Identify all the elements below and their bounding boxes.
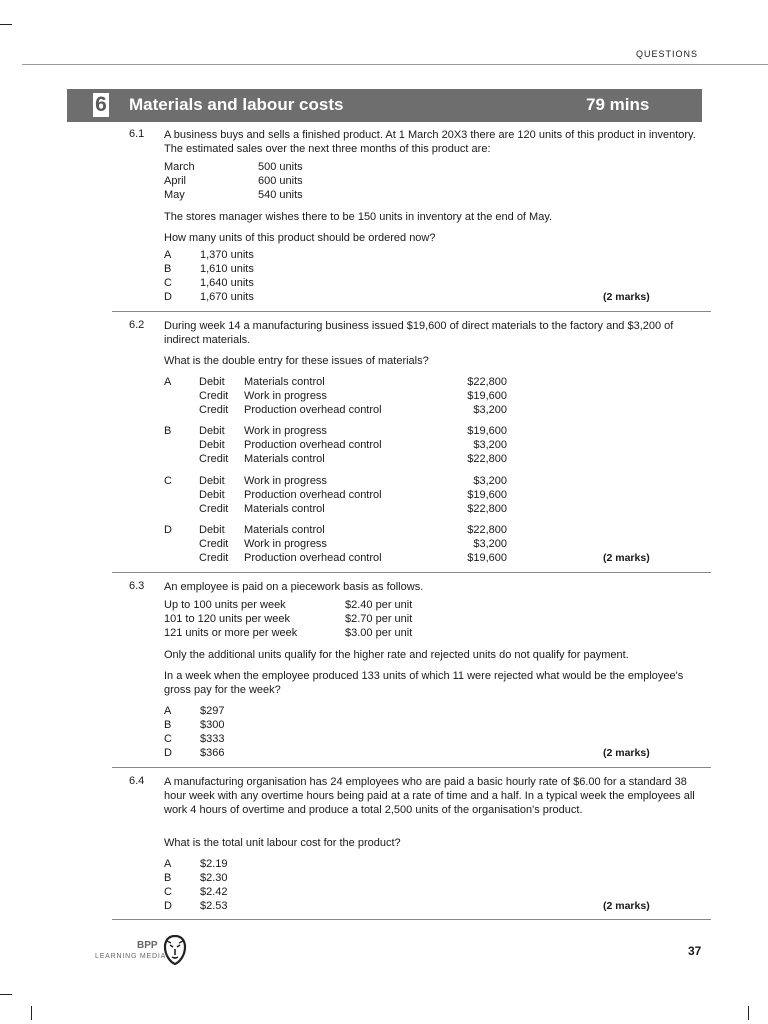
- crop-mark: [748, 1006, 749, 1020]
- option-value: $333: [200, 733, 225, 745]
- crop-mark: [0, 24, 12, 25]
- question-text: During week 14 a manufacturing business issued $19,600 of direct materials to the factory and $3,200 of indirect materials.: [164, 320, 674, 346]
- question-text: An employee is paid on a piecework basis as follows.: [164, 581, 424, 593]
- option-value: $2.53: [200, 900, 228, 912]
- header-rule: [22, 64, 768, 65]
- entry-side: Credit: [199, 453, 229, 465]
- option-value: 1,640 units: [200, 277, 254, 289]
- option-value: $300: [200, 719, 225, 731]
- question-divider: [112, 767, 711, 768]
- entry-amount: $19,600: [467, 425, 507, 437]
- option-value: $366: [200, 747, 225, 759]
- rate-value: $3.00 per unit: [345, 627, 413, 639]
- entry-amount: $22,800: [467, 503, 507, 515]
- entry-side: Debit: [199, 425, 225, 437]
- entry-amount: $3,200: [473, 404, 507, 416]
- entry-account: Production overhead control: [244, 404, 382, 416]
- question-prompt: What is the total unit labour cost for the product?: [164, 837, 401, 849]
- option-letter: B: [164, 263, 172, 275]
- entry-account: Materials control: [244, 453, 325, 465]
- page-number: 37: [688, 944, 702, 958]
- footer-brand: BPP: [137, 940, 158, 951]
- entry-side: Debit: [199, 439, 225, 451]
- entry-amount: $3,200: [473, 475, 507, 487]
- option-letter: A: [164, 249, 172, 261]
- sales-month: March: [164, 161, 195, 173]
- question-number: 6.1: [129, 128, 145, 140]
- lion-head-icon: [163, 935, 187, 968]
- option-value: 1,610 units: [200, 263, 254, 275]
- rate-band: 101 to 120 units per week: [164, 613, 290, 625]
- option-letter: C: [164, 733, 172, 745]
- entry-account: Production overhead control: [244, 552, 382, 564]
- entry-amount: $19,600: [467, 552, 507, 564]
- entry-account: Materials control: [244, 376, 325, 388]
- crop-mark: [0, 994, 12, 995]
- question-prompt: In a week when the employee produced 133 units of which 11 were rejected what would be the employee's gross pay for the week?: [164, 670, 684, 696]
- option-letter: B: [164, 872, 172, 884]
- option-letter: C: [164, 277, 172, 289]
- entry-side: Debit: [199, 524, 225, 536]
- chapter-heading-bar: [67, 89, 702, 122]
- entry-account: Work in progress: [244, 475, 327, 487]
- entry-account: Materials control: [244, 524, 325, 536]
- entry-amount: $19,600: [467, 390, 507, 402]
- option-letter: C: [164, 886, 172, 898]
- entry-amount: $3,200: [473, 538, 507, 550]
- question-prompt: What is the double entry for these issues of materials?: [164, 355, 429, 367]
- option-value: 1,370 units: [200, 249, 254, 261]
- entry-side: Debit: [199, 475, 225, 487]
- rate-band: 121 units or more per week: [164, 627, 298, 639]
- entry-amount: $19,600: [467, 489, 507, 501]
- entry-side: Credit: [199, 552, 229, 564]
- entry-side: Debit: [199, 489, 225, 501]
- chapter-title: Materials and labour costs: [129, 95, 344, 114]
- option-letter: B: [164, 425, 172, 437]
- entry-side: Credit: [199, 390, 229, 402]
- rate-band: Up to 100 units per week: [164, 599, 286, 611]
- marks-label: (2 marks): [603, 552, 650, 564]
- chapter-number: 6: [93, 93, 109, 117]
- sales-units: 500 units: [258, 161, 303, 173]
- entry-side: Debit: [199, 376, 225, 388]
- option-letter: A: [164, 858, 172, 870]
- footer-brand-subtitle: LEARNING MEDIA: [95, 953, 167, 960]
- option-value: $2.42: [200, 886, 228, 898]
- question-number: 6.4: [129, 775, 145, 787]
- marks-label: (2 marks): [603, 900, 650, 912]
- entry-side: Credit: [199, 404, 229, 416]
- entry-side: Credit: [199, 538, 229, 550]
- marks-label: (2 marks): [603, 291, 650, 303]
- option-letter: C: [164, 475, 172, 487]
- entry-account: Work in progress: [244, 538, 327, 550]
- option-letter: D: [164, 900, 172, 912]
- entry-account: Materials control: [244, 503, 325, 515]
- question-text: A manufacturing organisation has 24 employees who are paid a basic hourly rate of $6.00 for a standard 38 hour week with any overtime hours being paid at a rate of time and a half. In a typical week the employees all work 4 hours of overtime and produce a total 2,500 units of the organisation's product.: [164, 776, 695, 816]
- entry-amount: $22,800: [467, 524, 507, 536]
- entry-account: Work in progress: [244, 425, 327, 437]
- question-note: Only the additional units qualify for the higher rate and rejected units do not qualify for payment.: [164, 649, 629, 661]
- option-letter: D: [164, 747, 172, 759]
- entry-account: Production overhead control: [244, 489, 382, 501]
- option-value: $297: [200, 705, 225, 717]
- option-letter: A: [164, 376, 172, 388]
- question-number: 6.2: [129, 319, 145, 331]
- marks-label: (2 marks): [603, 747, 650, 759]
- entry-account: Production overhead control: [244, 439, 382, 451]
- question-note: The stores manager wishes there to be 150 units in inventory at the end of May.: [164, 211, 553, 223]
- question-divider: [112, 311, 711, 312]
- entry-account: Work in progress: [244, 390, 327, 402]
- sales-units: 600 units: [258, 175, 303, 187]
- entry-amount: $3,200: [473, 439, 507, 451]
- option-value: $2.30: [200, 872, 228, 884]
- question-prompt: How many units of this product should be ordered now?: [164, 232, 436, 244]
- running-head: QUESTIONS: [635, 49, 698, 59]
- option-value: $2.19: [200, 858, 228, 870]
- option-letter: B: [164, 719, 172, 731]
- sales-month: May: [164, 189, 185, 201]
- entry-side: Credit: [199, 503, 229, 515]
- entry-amount: $22,800: [467, 376, 507, 388]
- option-letter: A: [164, 705, 172, 717]
- rate-value: $2.40 per unit: [345, 599, 413, 611]
- sales-month: April: [164, 175, 187, 187]
- sales-units: 540 units: [258, 189, 303, 201]
- chapter-time: 79 mins: [586, 95, 650, 114]
- entry-amount: $22,800: [467, 453, 507, 465]
- option-letter: D: [164, 291, 172, 303]
- rate-value: $2.70 per unit: [345, 613, 413, 625]
- question-number: 6.3: [129, 580, 145, 592]
- option-value: 1,670 units: [200, 291, 254, 303]
- question-divider: [112, 572, 711, 573]
- question-text: A business buys and sells a finished product. At 1 March 20X3 there are 120 units of this product in inventory. The estimated sales over the next three months of this product are:: [164, 129, 696, 155]
- option-letter: D: [164, 524, 172, 536]
- crop-mark: [31, 1006, 32, 1020]
- question-divider: [112, 919, 711, 920]
